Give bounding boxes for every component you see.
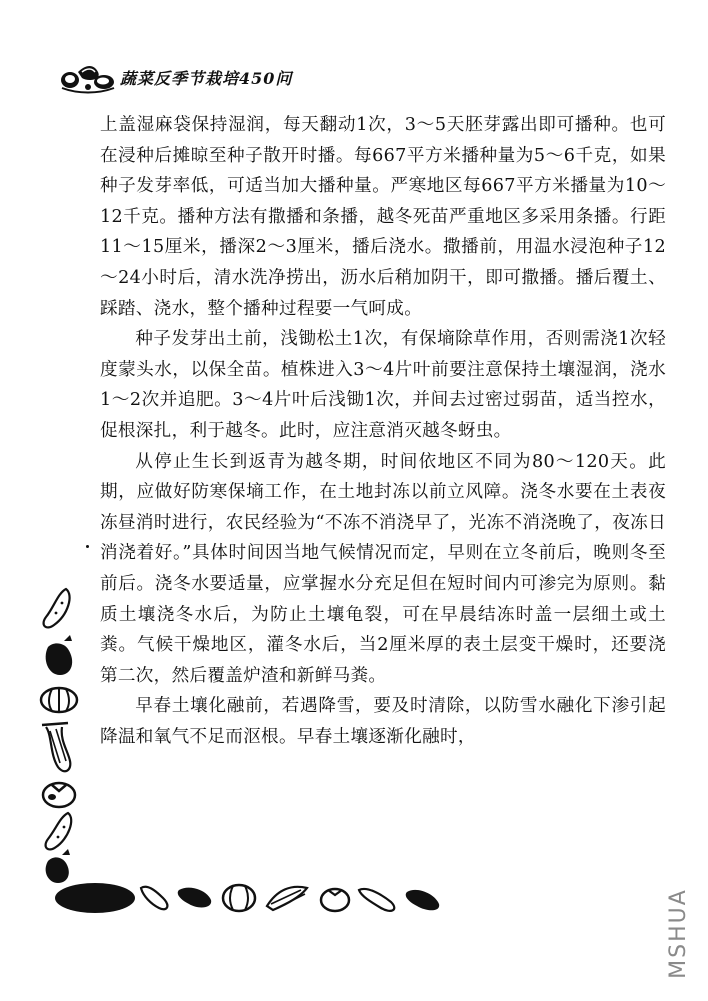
celery-icon: [42, 723, 70, 771]
pumpkin-icon: [41, 688, 77, 712]
pumpkin-icon: [223, 885, 255, 911]
paragraph: 早春土壤化融前，若遇降雪，要及时清除，以防雪水融化下渗引起降温和氧气不足而沤根。早春土壤逐渐化融时，: [100, 696, 666, 747]
header-title: 蔬菜反季节栽培450问: [120, 68, 293, 88]
paragraph: 从停止生长到返青为越冬期，时间依地区不同为80～120天。此期，应做好防寒保墒工作，在土地封冻以前立风障。浇冬水要在土表夜冻昼消时进行，农民经验为“不冻不消浇早了，光冻不消浇晚了，夜冻日消浇着好。”具体时间因当地气候情况而定，早则在立冬前后，晚则冬至前后。浇冬水要适量，应掌握水分充足但在短时间内可渗完为原则。黏质土壤浇冬水后，为防止土壤龟裂，可在早晨结冻时盖一层细土或土粪。气候干燥地区，灌冬水后，当2厘米厚的表土层变干燥时，还要浇第二次，然后覆盖炉渣和新鲜马粪。: [100, 451, 666, 686]
cucumber-icon: [359, 889, 394, 911]
eggplant-icon: [406, 890, 439, 910]
celery-icon: [267, 887, 307, 910]
paragraph: 种子发芽出土前，浅锄松土1次，有保墒除草作用，否则需浇1次轻度蒙头水，以保全苗。植株进入3～4片叶前要注意保持土壤湿润，浇水1～2次并追肥。3～4片叶后浅锄1次，并间去过密过弱苗，适当控水，促根深扎，利于越冬。此时，应注意消灭越冬蚜虫。: [100, 329, 666, 441]
cucumber-icon: [141, 887, 167, 910]
tomato-icon: [43, 783, 75, 807]
watermark-text: MSHUA: [665, 887, 691, 979]
ink-dot: [86, 545, 89, 548]
eggplant-icon: [46, 635, 73, 675]
bottom-decoration: [55, 870, 445, 920]
body-text: [100, 110, 666, 752]
paragraph: 上盖湿麻袋保持湿润，每天翻动1次，3～5天胚芽露出即可播种。也可在浸种后摊晾至种子散开时播。每667平方米播种量为5～6千克，如果种子发芽率低，可适当加大播种量。严寒地区每667平方米播量为10～12千克。播种方法有撒播和条播，越冬死苗严重地区多采用条播。行距11～15厘米，播深2～3厘米，播后浇水。撒播前，用温水浸泡种子12～24小时后，清水洗净捞出，沥水后稍加阴干，即可撒播。播后覆土、踩踏、浇水，整个播种过程要一气呵成。: [100, 115, 666, 319]
eggplant-icon: [178, 888, 211, 908]
tomato-icon: [321, 889, 349, 911]
cucumber-icon: [46, 813, 72, 849]
cucumber-icon: [44, 589, 70, 627]
leaf-icon: [55, 883, 135, 913]
page-header: [58, 60, 292, 94]
watermark: [658, 878, 698, 988]
margin-decoration: [38, 585, 80, 885]
vegetables-logo-icon: [58, 60, 116, 94]
